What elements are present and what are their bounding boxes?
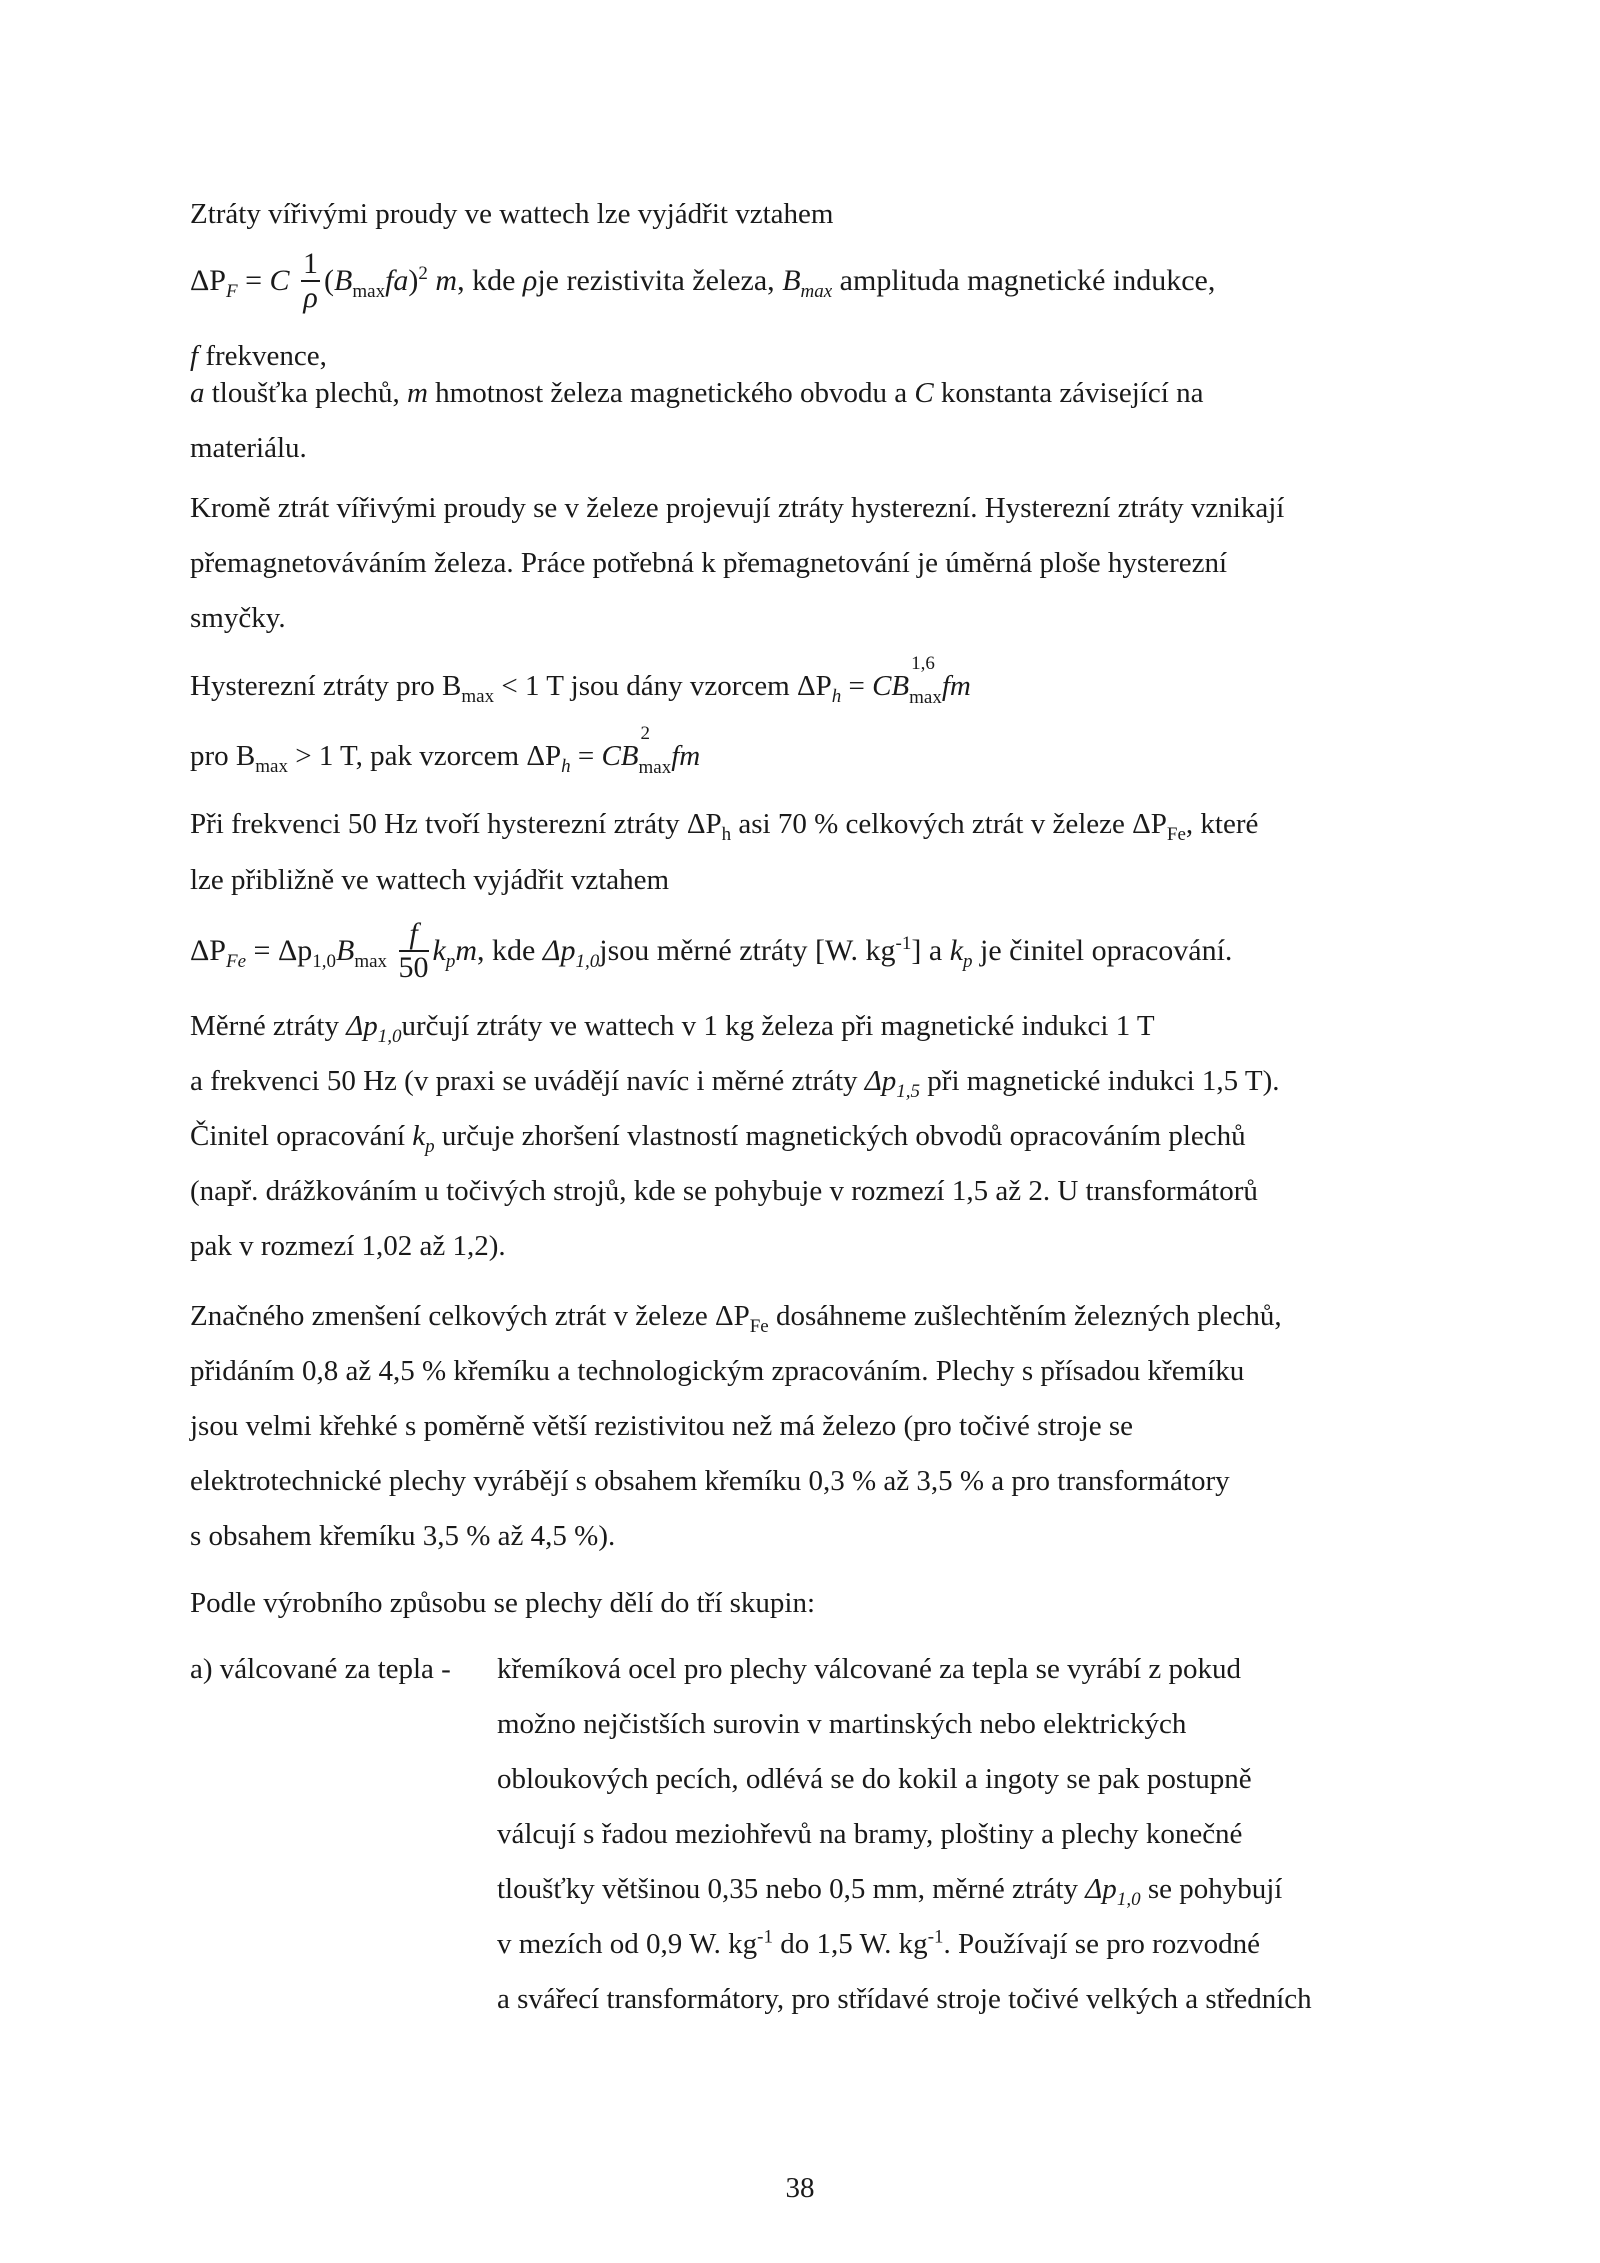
- equation-eddy-current-loss: $\Delta P_F = C$ $\frac{1}{\rho}$ $(B_{max}fa)^2$ m, kde ρje rezistivita železa, $B_{max}$ amplituda magnetické indukce,: [190, 247, 1216, 314]
- fraction: $\frac{f}{50}$: [398, 917, 429, 984]
- paragraph-line-hysteresis-1: Hysterezní ztráty pro $B_{max} < 1$ T jsou dány vzorcem $\Delta P_h$ = CB 1,6 $_{max}$fm: [190, 653, 971, 708]
- list-item-line: tloušťky většinou 0,35 nebo 0,5 mm, měrné ztráty $\Delta p_{1,0}$ se pohybují: [497, 1873, 1283, 1910]
- list-item-line: válcují s řadou meziohřevů na bramy, ploštiny a plechy konečné: [497, 1818, 1243, 1850]
- page-number: 38: [785, 2172, 815, 2204]
- paragraph-line: materiálu.: [190, 432, 307, 464]
- paragraph-line: Ztráty vířivými proudy ve wattech lze vyjádřit vztahem: [190, 198, 834, 230]
- equation-iron-loss: $\Delta P_{Fe} = \Delta p_{1,0}B_{max}$ $\frac{f}{50}$ $k_pm$, kde $\Delta p_{1,0}jsou$ měrné ztráty [W. $kg^{-1}$] a $k_p$ je činitel opracování.: [190, 917, 1233, 984]
- list-item-line: v mezích od 0,9 W. $kg^{-1}$ do 1,5 W. $kg^{-1}$. Používají se pro rozvodné: [497, 1926, 1261, 1960]
- list-item-line: křemíková ocel pro plechy válcované za tepla se vyrábí z pokud: [497, 1653, 1242, 1685]
- list-item-line: možno nejčistších surovin v martinských nebo elektrických: [497, 1708, 1187, 1740]
- paragraph-line: elektrotechnické plechy vyrábějí s obsahem křemíku 0,3 % až 3,5 % a pro transformátory: [190, 1465, 1230, 1497]
- paragraph-line: Měrné ztráty $\Delta p_{1,0}určují$ ztráty ve wattech v 1 kg železa při magnetické indukci 1 T: [190, 1010, 1155, 1047]
- paragraph-line: Činitel opracování $k_p$ určuje zhoršení vlastností magnetických obvodů opracováním plechů: [190, 1120, 1246, 1157]
- paragraph-line: f frekvence,: [190, 340, 327, 372]
- paragraph-line: přemagnetováváním železa. Práce potřebná k přemagnetování je úměrná ploše hysterezní: [190, 547, 1228, 579]
- paragraph-line: přidáním 0,8 až 4,5 % křemíku a technologickým zpracováním. Plechy s přísadou křemíku: [190, 1355, 1245, 1387]
- paragraph-line: s obsahem křemíku 3,5 % až 4,5 %).: [190, 1520, 616, 1552]
- paragraph-line: Značného zmenšení celkových ztrát v železe $\Delta P_{Fe}$ dosáhneme zušlechtěním železných plechů,: [190, 1300, 1282, 1337]
- paragraph-line: (např. drážkováním u točivých strojů, kde se pohybuje v rozmezí 1,5 až 2. U transformátorů: [190, 1175, 1258, 1207]
- fraction: $\frac{1}{\rho}$: [303, 247, 319, 314]
- paragraph-line: jsou velmi křehké s poměrně větší rezistivitou než má železo (pro točivé stroje se: [190, 1410, 1133, 1442]
- paragraph-line: smyčky.: [190, 602, 286, 634]
- paragraph-line: Při frekvenci 50 Hz tvoří hysterezní ztráty $\Delta P_h$ asi 70 % celkových ztrát v železe $\Delta P_{Fe}$, které: [190, 808, 1259, 845]
- paragraph-line-hysteresis-2: pro $B_{max} > 1$ T, pak vzorcem $\Delta P_h$ = CB 2 $_{max}$fm: [190, 723, 701, 778]
- paragraph-line: a tloušťka plechů, m hmotnost železa magnetického obvodu a C konstanta závisející na: [190, 377, 1204, 409]
- paragraph-line: pak v rozmezí 1,02 až 1,2).: [190, 1230, 506, 1262]
- eq-symbol: $\Delta P_F$: [190, 263, 238, 302]
- list-item-label: a) válcované za tepla -: [190, 1653, 451, 1685]
- paragraph-line: Podle výrobního způsobu se plechy dělí do tří skupin:: [190, 1587, 816, 1619]
- paragraph-line: a frekvenci 50 Hz (v praxi se uvádějí navíc i měrné ztráty $\Delta p_{1,5}$ při magnetické indukci 1,5 T).: [190, 1065, 1280, 1102]
- paragraph-line: lze přibližně ve wattech vyjádřit vztahem: [190, 864, 670, 896]
- list-item-line: a svářecí transformátory, pro střídavé stroje točivé velkých a středních: [497, 1983, 1312, 2015]
- paragraph-line: Kromě ztrát vířivými proudy se v železe projevují ztráty hysterezní. Hysterezní ztráty vznikají: [190, 492, 1285, 524]
- list-item-line: obloukových pecích, odlévá se do kokil a ingoty se pak postupně: [497, 1763, 1252, 1795]
